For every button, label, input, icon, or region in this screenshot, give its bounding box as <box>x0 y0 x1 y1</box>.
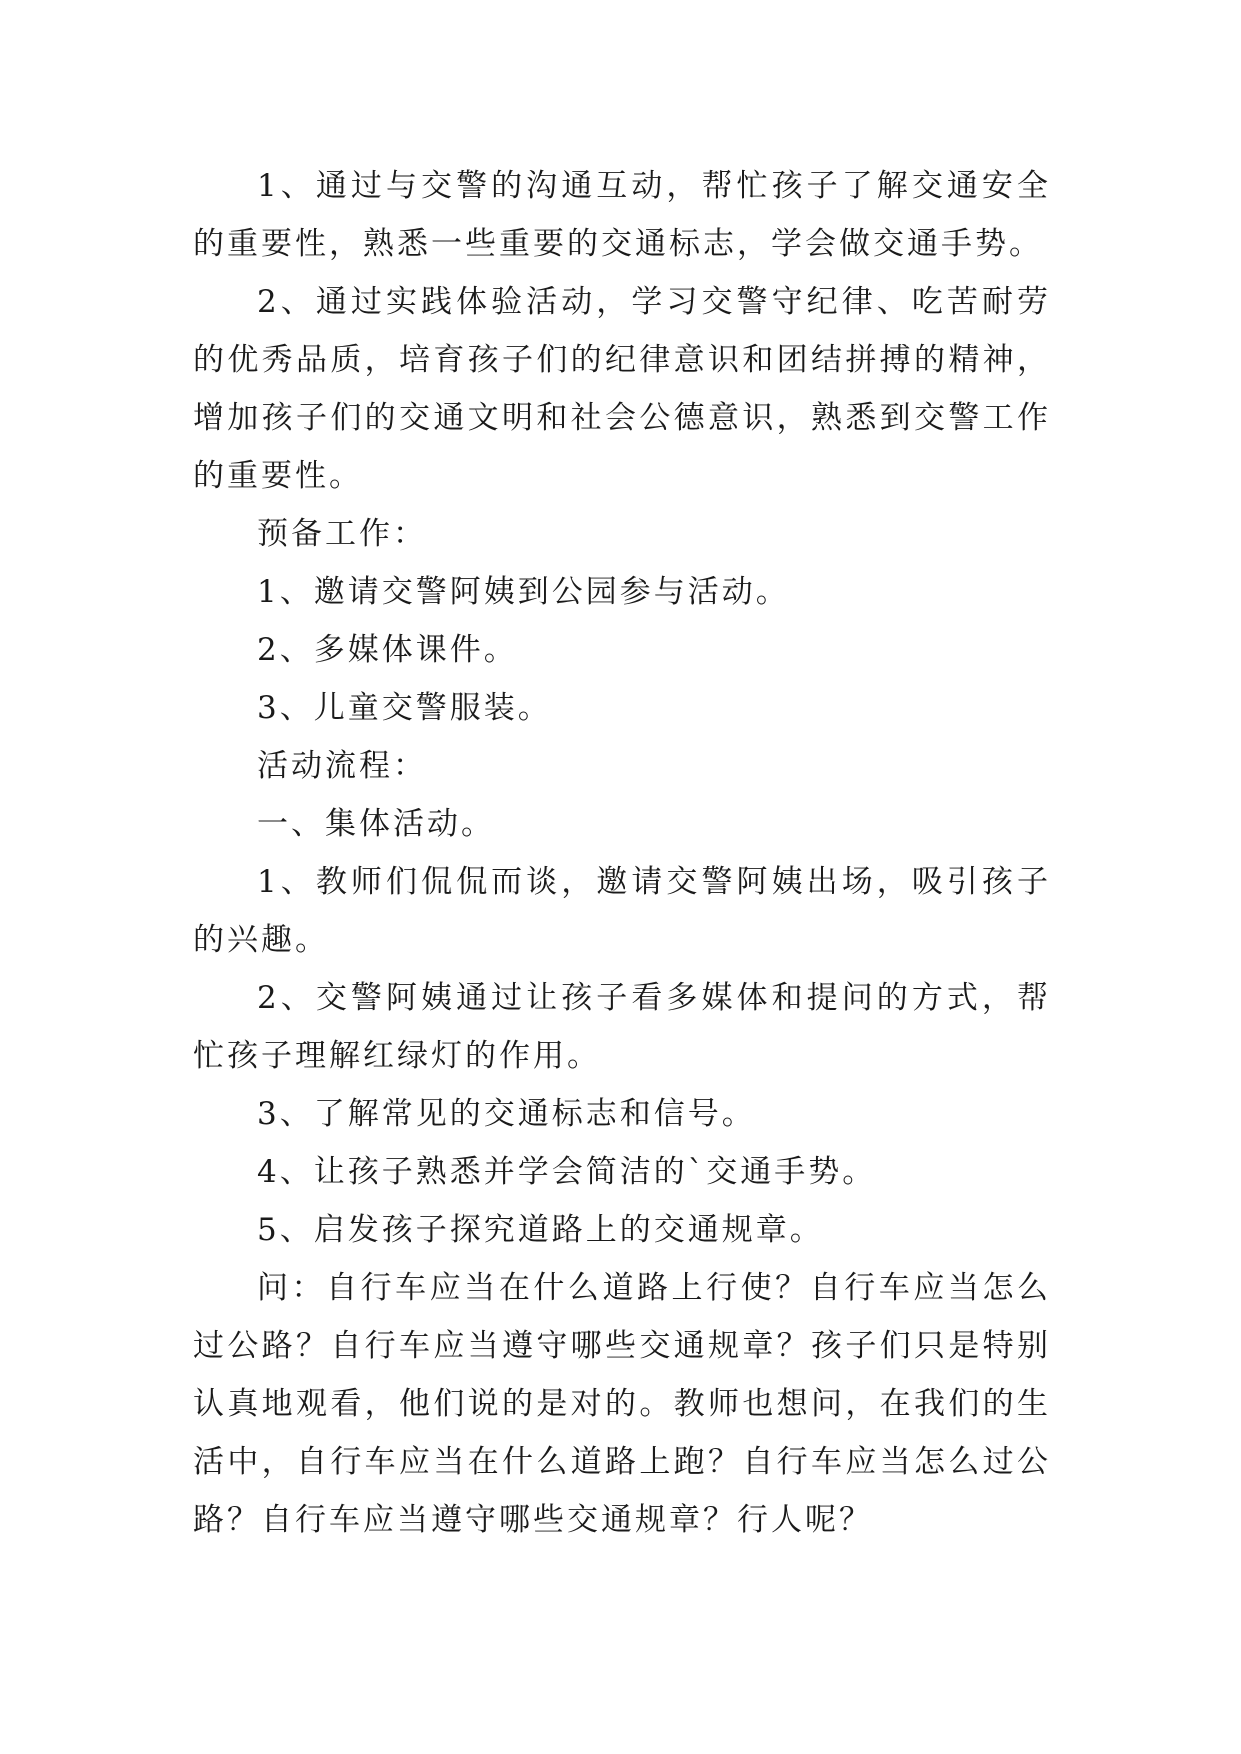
paragraph-objective-2: 2、通过实践体验活动，学习交警守纪律、吃苦耐劳的优秀品质，培育孩子们的纪律意识和团结拼搏的精神，增加孩子们的交通文明和社会公德意识，熟悉到交警工作的重要性。 <box>193 284 1051 494</box>
paragraph-step-5: 5、启发孩子探究道路上的交通规章。 <box>257 1212 824 1248</box>
paragraph-step-4: 4、让孩子熟悉并学会简洁的`交通手势。 <box>257 1154 877 1190</box>
paragraph-step-3: 3、了解常见的交通标志和信号。 <box>257 1096 756 1132</box>
paragraph-prep-2: 2、多媒体课件。 <box>257 632 518 668</box>
heading-activity-flow: 活动流程： <box>257 748 427 784</box>
paragraph-step-2: 2、交警阿姨通过让孩子看多媒体和提问的方式，帮忙孩子理解红绿灯的作用。 <box>193 980 1051 1074</box>
paragraph-question: 问：自行车应当在什么道路上行使？自行车应当怎么过公路？自行车应当遵守哪些交通规章？孩子们只是特别认真地观看，他们说的是对的。教师也想问，在我们的生活中，自行车应当在什么道路上跑？自行车应当怎么过公路？自行车应当遵守哪些交通规章？行人呢？ <box>193 1270 1051 1538</box>
paragraph-prep-1: 1、邀请交警阿姨到公园参与活动。 <box>257 574 790 610</box>
heading-preparation: 预备工作： <box>257 516 427 552</box>
heading-group-activity: 一、集体活动。 <box>257 806 495 842</box>
document-body <box>193 157 1051 1549</box>
paragraph-objective-1: 1、通过与交警的沟通互动，帮忙孩子了解交通安全的重要性，熟悉一些重要的交通标志，学会做交通手势。 <box>193 168 1051 262</box>
paragraph-step-1: 1、教师们侃侃而谈，邀请交警阿姨出场，吸引孩子的兴趣。 <box>193 864 1051 958</box>
paragraph-prep-3: 3、儿童交警服装。 <box>257 690 552 726</box>
